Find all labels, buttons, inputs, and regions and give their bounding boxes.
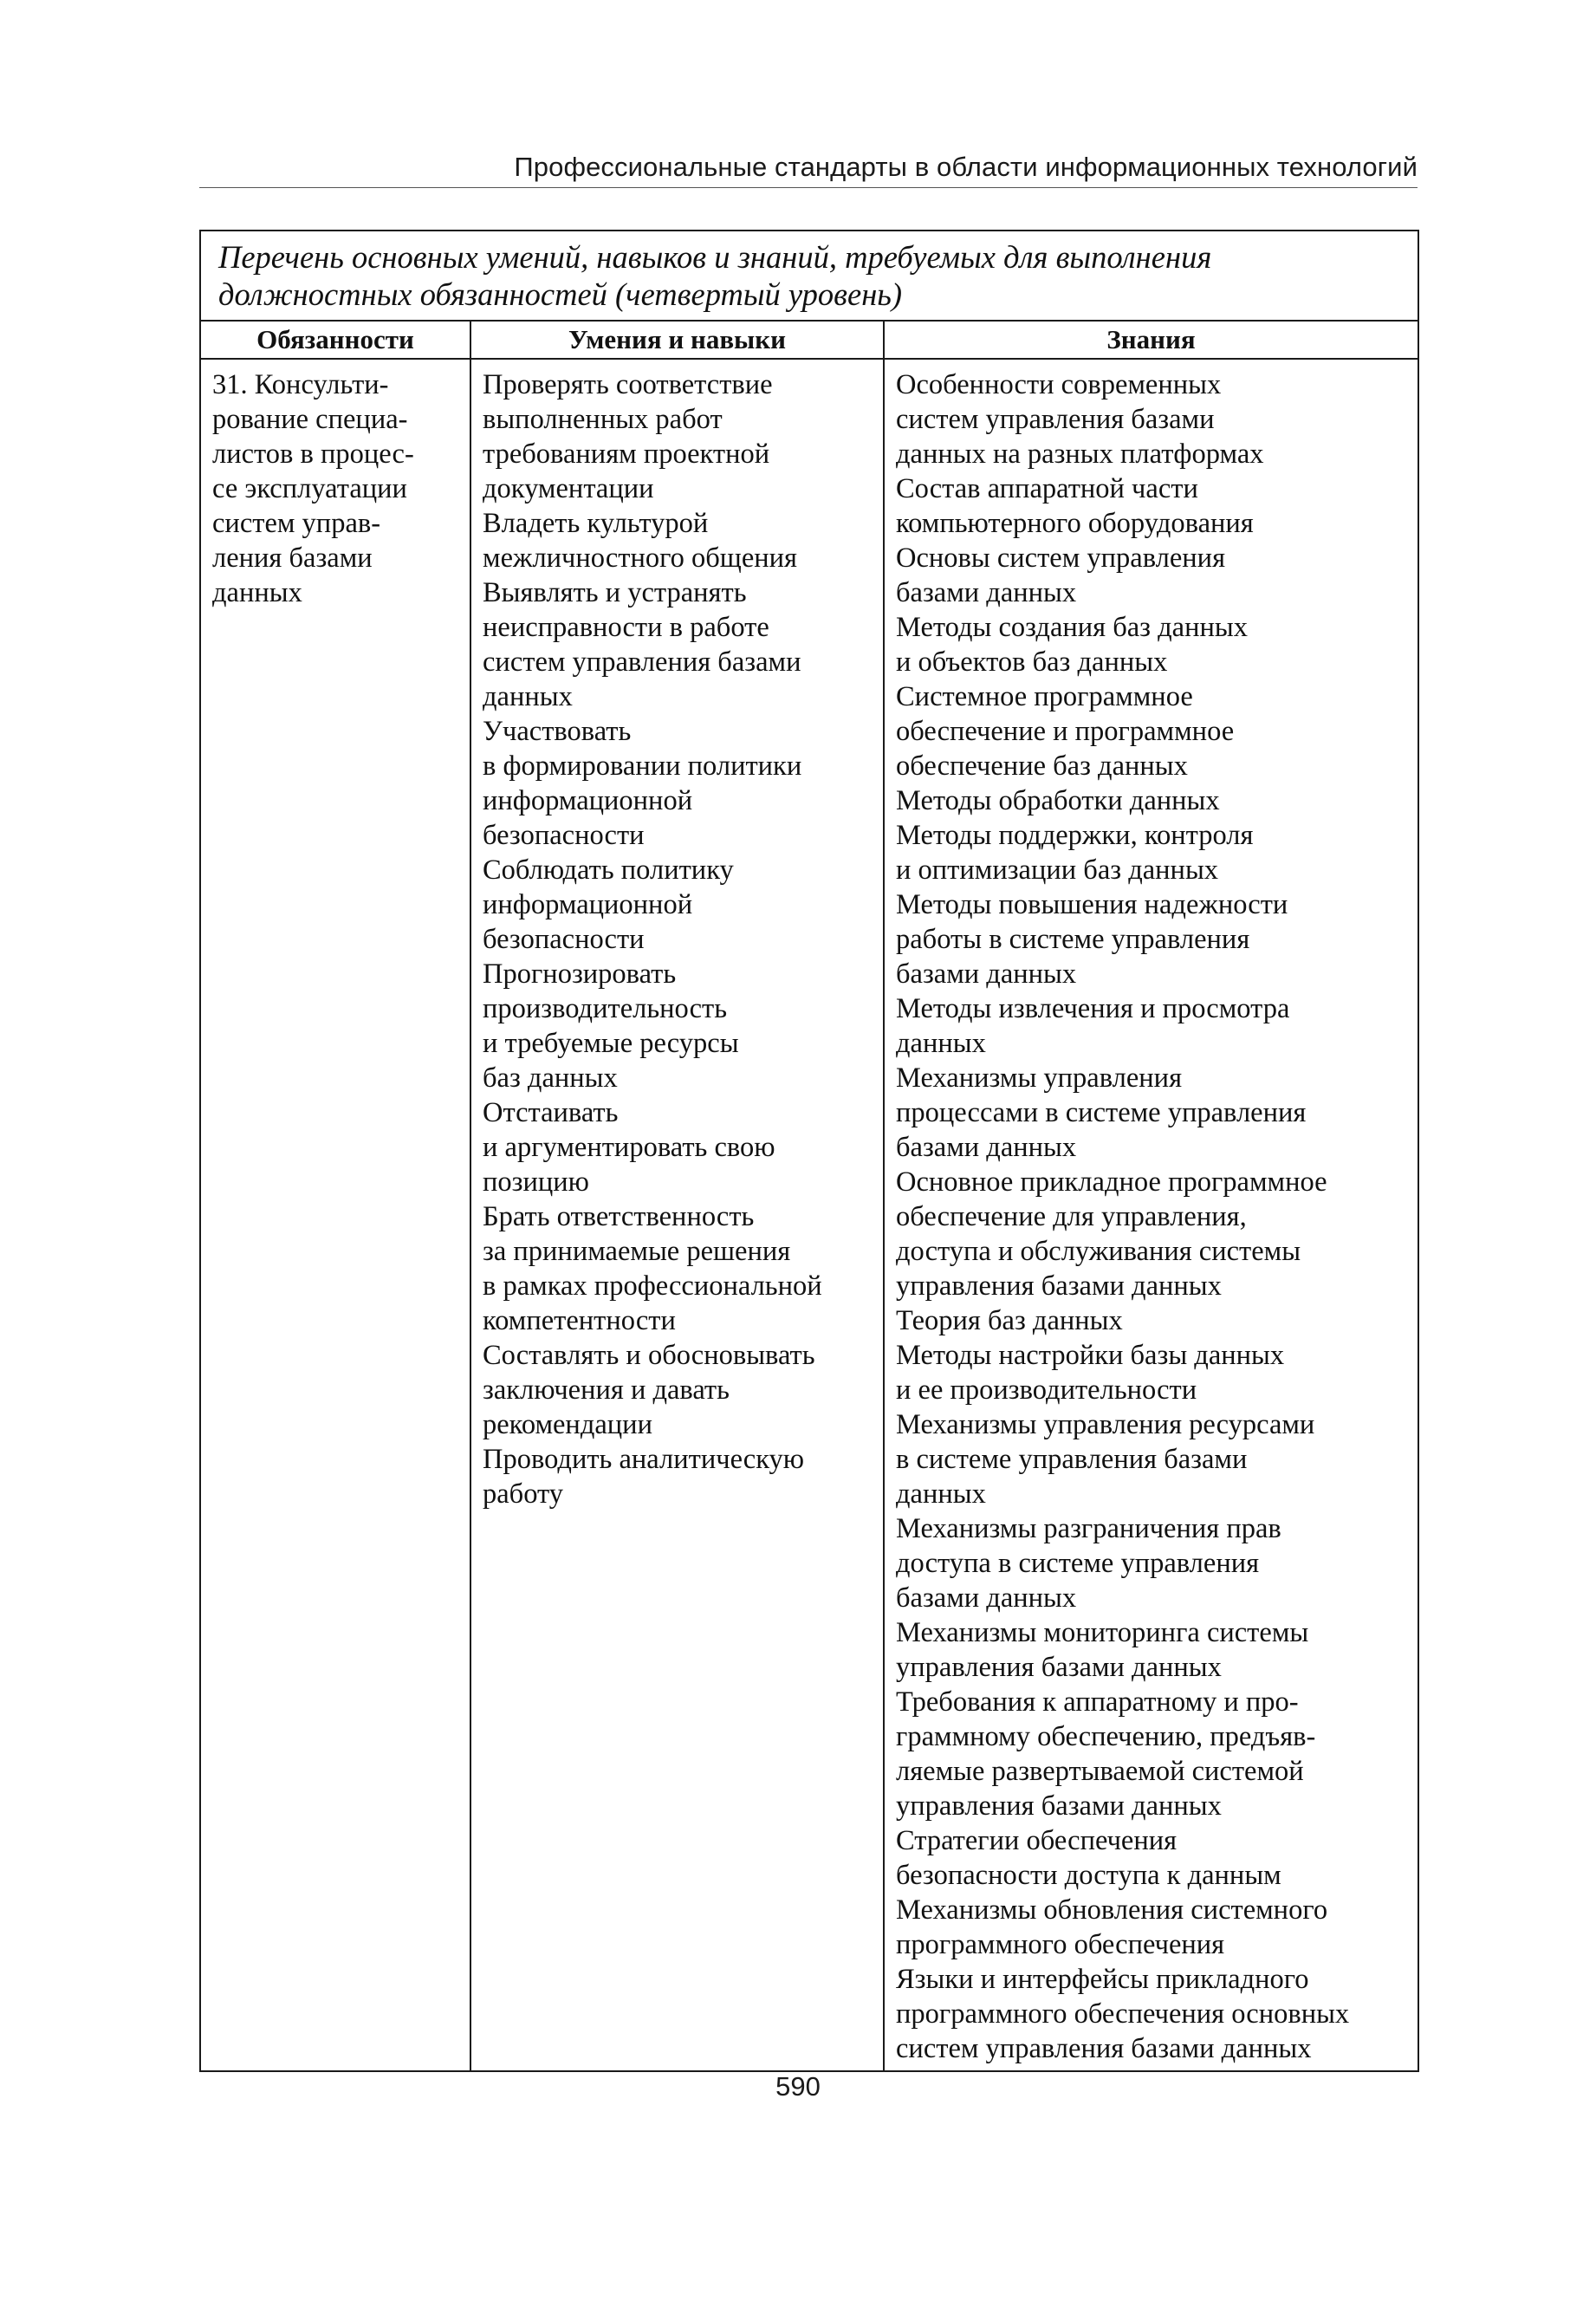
knowledge-cell — [884, 359, 1418, 2071]
text-line: граммному обеспечению, предъяв- — [896, 1721, 1316, 1752]
text-line: и оптимизации баз данных — [896, 854, 1219, 886]
text-line: Основное прикладное программное — [896, 1166, 1327, 1198]
text-line: компетентности — [483, 1305, 676, 1336]
text-line: Прогнозировать — [483, 958, 677, 990]
text-line: и объектов баз данных — [896, 646, 1168, 678]
text-line: управления базами данных — [896, 1652, 1222, 1683]
text-line: информационной — [483, 785, 693, 816]
text-line: управления базами данных — [896, 1790, 1222, 1822]
text-line: Языки и интерфейсы прикладного — [896, 1964, 1309, 1995]
header-rule — [199, 187, 1418, 188]
text-line: систем управления базами данных — [896, 2033, 1312, 2064]
text-line: ляемые развертываемой системой — [896, 1756, 1304, 1787]
column-header-knowledge: Знания — [884, 321, 1418, 359]
text-line: межличностного общения — [483, 543, 797, 574]
text-line: систем управ- — [212, 508, 381, 539]
text-line: данных — [896, 1478, 986, 1510]
text-line: данных — [896, 1028, 986, 1059]
text-line: безопасности — [483, 820, 645, 851]
text-line: программного обеспечения — [896, 1929, 1225, 1960]
text-line: данных — [212, 577, 302, 608]
text-line: в рамках профессиональной — [483, 1270, 822, 1302]
text-line: за принимаемые решения — [483, 1236, 791, 1267]
text-line: Методы обработки данных — [896, 785, 1220, 816]
text-line: систем управления базами — [483, 646, 801, 678]
text-line: Методы повышения надежности — [896, 889, 1288, 920]
text-line: ления базами — [212, 543, 373, 574]
text-line: Методы настройки базы данных — [896, 1340, 1285, 1371]
text-line: безопасности — [483, 924, 645, 955]
column-header-duties: Обязанности — [200, 321, 470, 359]
text-line: Теория баз данных — [896, 1305, 1123, 1336]
text-line: и аргументировать свою — [483, 1132, 775, 1163]
text-line: Механизмы управления — [896, 1062, 1183, 1094]
text-line: Отстаивать — [483, 1097, 619, 1128]
page-number: 590 — [775, 2071, 821, 2102]
caption-row — [200, 231, 1418, 321]
column-header-row — [200, 321, 1418, 359]
text-line: и требуемые ресурсы — [483, 1028, 739, 1059]
text-line: Механизмы управления ресурсами — [896, 1409, 1315, 1440]
text-line: программного обеспечения основных — [896, 1998, 1350, 2030]
text-line: рекомендации — [483, 1409, 652, 1440]
text-line: требованиям проектной — [483, 439, 770, 470]
text-line: Основы систем управления — [896, 543, 1226, 574]
text-line: обеспечение для управления, — [896, 1201, 1247, 1232]
running-header: Профессиональные стандарты в области информационных технологий — [514, 152, 1418, 182]
text-line: Методы создания баз данных — [896, 612, 1248, 643]
text-line: Методы поддержки, контроля — [896, 820, 1254, 851]
text-line: Требования к аппаратному и про- — [896, 1686, 1299, 1718]
text-line: доступа и обслуживания системы — [896, 1236, 1301, 1267]
text-line: 31. Консульти- — [212, 369, 389, 400]
text-line: Проверять соответствие — [483, 369, 773, 400]
text-line: Проводить аналитическую — [483, 1444, 805, 1475]
text-line: данных — [483, 681, 573, 712]
text-line: и ее производительности — [896, 1374, 1197, 1406]
text-line: базами данных — [896, 958, 1077, 990]
skills-cell — [470, 359, 884, 2071]
text-line: систем управления базами — [896, 404, 1215, 435]
text-line: Стратегии обеспечения — [896, 1825, 1178, 1856]
text-line: безопасности доступа к данным — [896, 1860, 1281, 1891]
text-line: работу — [483, 1478, 564, 1510]
text-line: се эксплуатации — [212, 473, 407, 504]
text-line: Перечень основных умений, навыков и знаний, требуемых для выполнения — [218, 239, 1212, 275]
text-line: неисправности в работе — [483, 612, 769, 643]
text-line: Участвовать — [483, 716, 632, 747]
table-row — [200, 359, 1418, 2071]
text-line: должностных обязанностей (четвертый уровень) — [218, 276, 903, 312]
text-line: работы в системе управления — [896, 924, 1250, 955]
competency-table — [199, 230, 1419, 2072]
text-line: Методы извлечения и просмотра — [896, 993, 1290, 1024]
text-line: производительность — [483, 993, 728, 1024]
text-line: компьютерного оборудования — [896, 508, 1254, 539]
text-line: выполненных работ — [483, 404, 723, 435]
text-line: данных на разных платформах — [896, 439, 1264, 470]
column-header-skills: Умения и навыки — [470, 321, 884, 359]
text-line: Механизмы мониторинга системы — [896, 1617, 1309, 1648]
text-line: базами данных — [896, 1582, 1077, 1614]
table-caption — [200, 231, 1418, 321]
text-line: в системе управления базами — [896, 1444, 1248, 1475]
text-line: базами данных — [896, 1132, 1077, 1163]
duties-cell — [200, 359, 470, 2071]
text-line: позицию — [483, 1166, 589, 1198]
text-line: Механизмы обновления системного — [896, 1894, 1328, 1926]
text-line: доступа в системе управления — [896, 1548, 1260, 1579]
text-line: Выявлять и устранять — [483, 577, 747, 608]
text-line: Состав аппаратной части — [896, 473, 1198, 504]
text-line: Составлять и обосновывать — [483, 1340, 815, 1371]
text-line: рование специа- — [212, 404, 408, 435]
text-line: баз данных — [483, 1062, 618, 1094]
text-line: обеспечение баз данных — [896, 750, 1188, 782]
text-line: Системное программное — [896, 681, 1193, 712]
text-line: процессами в системе управления — [896, 1097, 1307, 1128]
text-line: в формировании политики — [483, 750, 802, 782]
text-line: Владеть культурой — [483, 508, 709, 539]
text-line: обеспечение и программное — [896, 716, 1235, 747]
text-line: информационной — [483, 889, 693, 920]
text-line: Соблюдать политику — [483, 854, 734, 886]
text-line: управления базами данных — [896, 1270, 1222, 1302]
text-line: листов в процес- — [212, 439, 414, 470]
text-line: заключения и давать — [483, 1374, 730, 1406]
text-line: Брать ответственность — [483, 1201, 755, 1232]
text-line: Особенности современных — [896, 369, 1222, 400]
text-line: базами данных — [896, 577, 1077, 608]
text-line: Механизмы разграничения прав — [896, 1513, 1281, 1544]
text-line: документации — [483, 473, 654, 504]
